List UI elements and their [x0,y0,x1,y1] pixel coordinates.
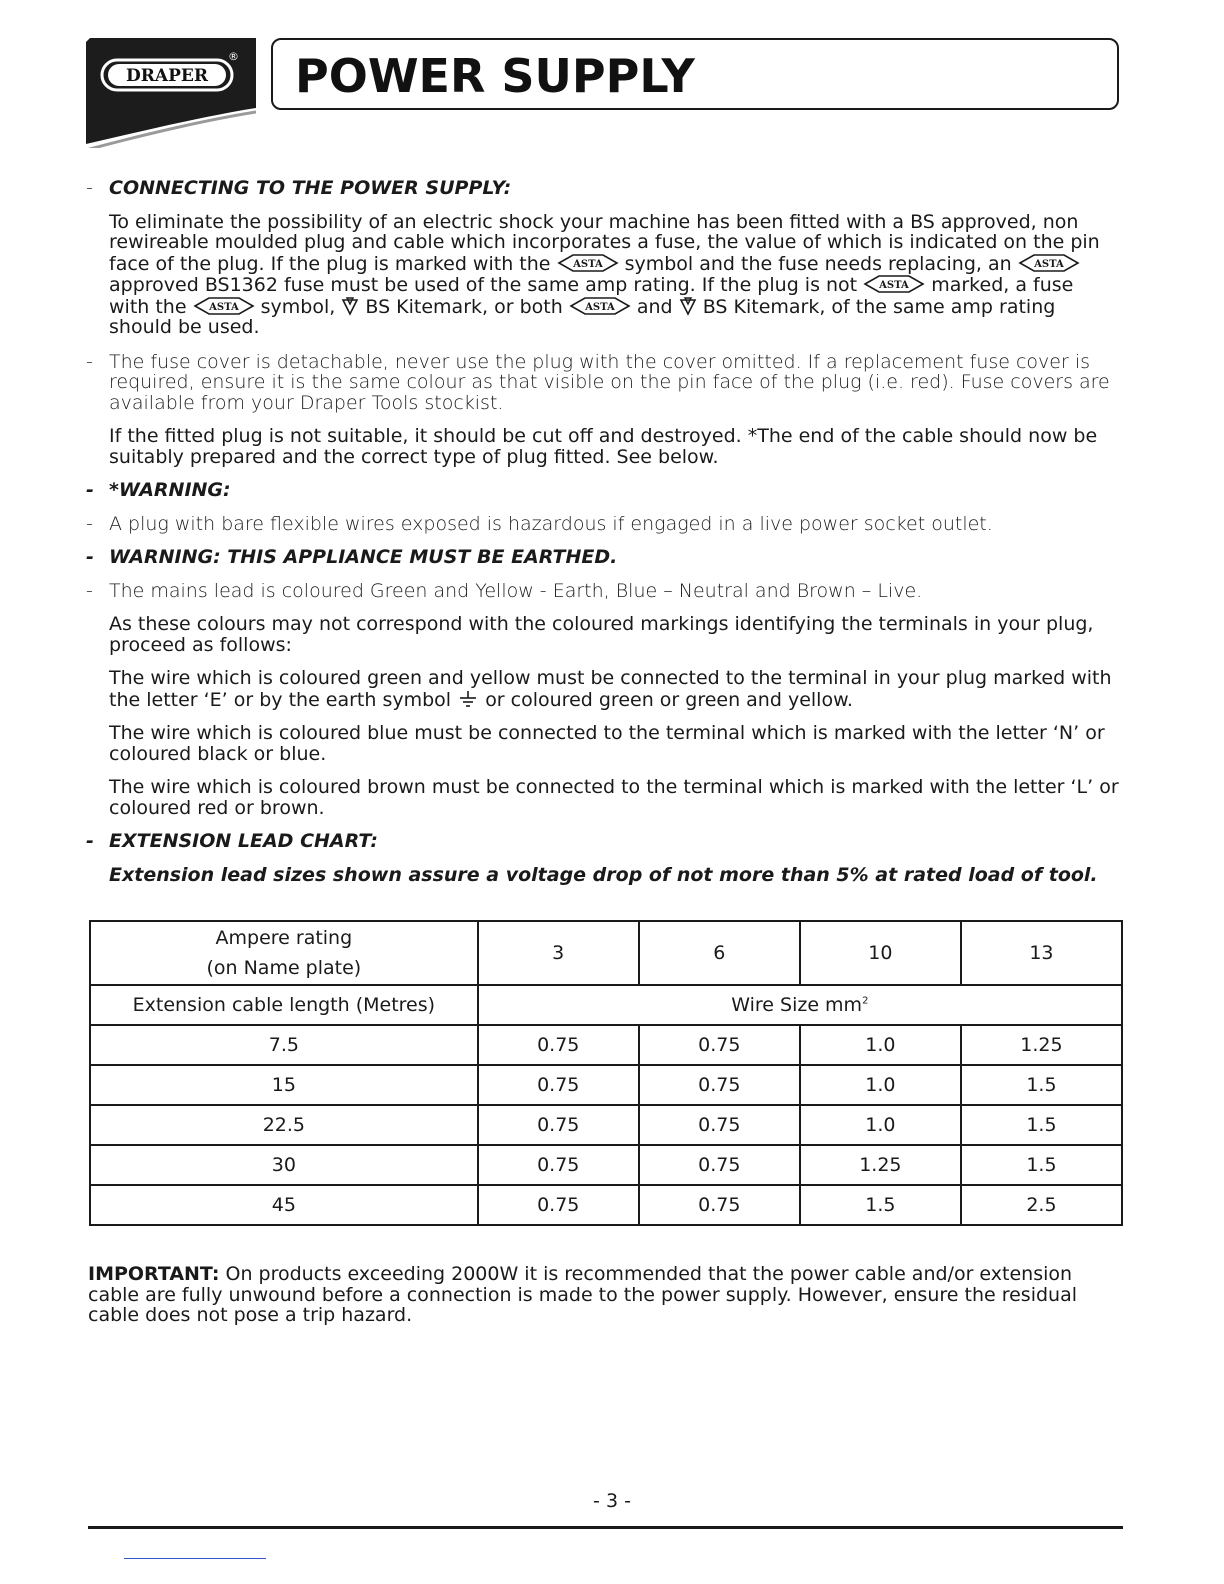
page-number: - 3 - [593,1490,631,1512]
amp-cell: 3 [478,921,639,985]
asta-icon [193,296,255,316]
length-header: Extension cable length (Metres) [90,985,478,1025]
extension-note: Extension lead sizes shown assure a voltage drop of not more than 5% at rated load of tool. [109,863,1098,886]
table-row: 30 0.75 0.75 1.25 1.5 [90,1145,1122,1185]
asta-icon [863,274,925,294]
green-yellow-wire: The wire which is coloured green and yellow must be connected to the terminal in your plug marked with the letter ‘E’ or by the earth symbol or coloured green or green and yellow. [109,667,1112,711]
connecting-paragraph: To eliminate the possibility of an electric shock your machine has been fitted with a BS approved, non rewireable moulded plug and cable which incorporates a fuse, the value of which is indicated on the pin face of the plug. If the plug is marked with the ASTA symbol and the fuse needs replacing, an ASTA approved BS1362 fuse must be used of the same amp rating. If the plug is not ASTA marked, a fuse with the ASTA symbol, BS Kitemark, or both ASTA and BS Kitemark, of the same amp rating should be used. [109,210,1100,338]
table-row: 15 0.75 0.75 1.0 1.5 [90,1065,1122,1105]
wire-size-header: Wire Size $mm^2$ [478,985,1122,1025]
table-header-row [90,921,1122,985]
footer-link-line [124,1558,266,1559]
important-text: On products exceeding 2000W it is recommended that the power cable and/or extension cable are fully unwound before a connection is made to the power supply. However, ensure the residual cable does not pose a trip hazard. [88,1263,1078,1326]
important-label: IMPORTANT: [88,1263,220,1285]
svg-text:ASTA: ASTA [572,258,603,270]
footer-rule [88,1526,1123,1529]
bare-wires-item: - A plug with bare flexible wires exposed is hazardous if engaged in a live power socket outlet. [86,512,993,535]
svg-text:ASTA: ASTA [879,280,909,291]
svg-text:ASTA: ASTA [1033,258,1064,270]
asta-icon [1018,253,1080,273]
important-note [88,1264,1128,1326]
mains-lead-item: - The mains lead is coloured Green and Yellow - Earth, Blue – Neutral and Brown – Live. [86,579,923,602]
asta-icon [569,296,631,316]
table-row: 7.5 0.75 0.75 1.0 1.25 [90,1025,1122,1065]
draper-logo [86,38,256,148]
main-content [86,178,1126,885]
amp-cell: 13 [961,921,1122,985]
table-row: 22.5 0.75 0.75 1.0 1.5 [90,1105,1122,1145]
blue-wire: The wire which is coloured blue must be connected to the terminal which is marked with the letter ‘N’ or coloured black or blue. [109,722,1105,765]
svg-text:ASTA: ASTA [584,301,615,313]
kitemark-icon [679,296,697,316]
fuse-cover-item: - The fuse cover is detachable, never use the plug with the cover omitted. If a replacement fuse cover is required, ensure it is the same colour as that visible on the pin face of the plug (i.e. red). Fuse covers are available from your Draper Tools stockist. [86,350,1110,414]
colours-note: As these colours may not correspond with the coloured markings identifying the terminals in your plug, proceed as follows: [109,613,1094,656]
extension-lead-table [89,920,1123,1226]
warning-heading: - *WARNING: [86,479,231,501]
amp-cell: 10 [800,921,961,985]
kitemark-icon [341,296,359,316]
brand-text: DRAPER [126,66,208,86]
amp-cell: 6 [639,921,800,985]
fitted-plug-paragraph: If the fitted plug is not suitable, it should be cut off and destroyed. *The end of the cable should now be suitably prepared and the correct type of plug fitted. See below. [109,425,1098,468]
table-subheader-row [90,985,1122,1025]
svg-text:®: ® [228,50,239,63]
svg-text:ASTA: ASTA [208,301,239,313]
brown-wire: The wire which is coloured brown must be connected to the terminal which is marked with the letter ‘L’ or coloured red or brown. [109,776,1119,819]
title-box [271,38,1119,110]
page-title: POWER SUPPLY [295,49,695,103]
extension-heading: - EXTENSION LEAD CHART: [86,830,378,852]
table-row: 45 0.75 0.75 1.5 2.5 [90,1185,1122,1225]
asta-icon [557,253,619,273]
ampere-rating-header: Ampere rating (on Name plate) [90,921,478,985]
connecting-section: - CONNECTING TO THE POWER SUPPLY: [86,178,1126,199]
connecting-heading: CONNECTING TO THE POWER SUPPLY: [109,177,512,199]
earth-symbol-icon [457,689,479,709]
earthed-warning: - WARNING: THIS APPLIANCE MUST BE EARTHED. [86,546,618,568]
